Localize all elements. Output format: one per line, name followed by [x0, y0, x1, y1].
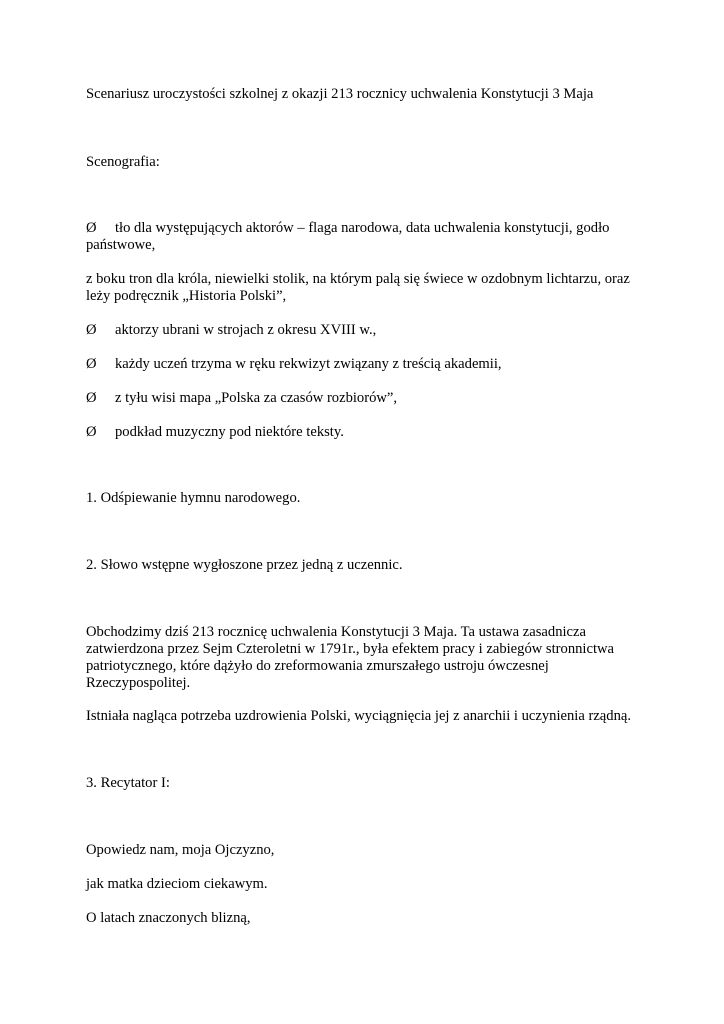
- bullet-marker: Ø: [86, 424, 97, 440]
- poem-line-1: Opowiedz nam, moja Ojczyzno,: [86, 842, 275, 858]
- bullet-marker: Ø: [86, 356, 97, 372]
- bullet-item-map: z tyłu wisi mapa „Polska za czasów rozbiorów”,: [115, 390, 398, 406]
- program-item-2: 2. Słowo wstępne wygłoszone przez jedną z uczennic.: [86, 557, 403, 573]
- bullet-marker: Ø: [86, 390, 97, 406]
- program-item-3: 3. Recytator I:: [86, 775, 170, 791]
- speech-paragraph-1: Obchodzimy dziś 213 rocznicę uchwalenia Konstytucji 3 Maja. Ta ustawa zasadnicza zatwierdzona przez Sejm Czteroletni w 1791r., była efektem pracy i zabiegów stronnictwa patriotycznego, które dążyło do zreformowania zmurszałego ustroju ówczesnej Rzeczypospolitej.: [86, 624, 615, 691]
- bullet-item-costumes: aktorzy ubrani w strojach z okresu XVIII w.,: [115, 322, 377, 338]
- bullet-item-backdrop: tło dla występujących aktorów – flaga narodowa, data uchwalenia konstytucji, godło: [115, 220, 610, 236]
- paragraph-throne: z boku tron dla króla, niewielki stolik, na którym palą się świece w ozdobnym lichtarzu, oraz leży podręcznik „Historia Polski”,: [86, 271, 630, 304]
- program-item-1: 1. Odśpiewanie hymnu narodowego.: [86, 490, 301, 506]
- poem-line-2: jak matka dzieciom ciekawym.: [86, 876, 268, 892]
- bullet-item-music: podkład muzyczny pod niektóre teksty.: [115, 424, 344, 440]
- poem-line-3: O latach znaczonych blizną,: [86, 910, 251, 926]
- bullet-marker: Ø: [86, 220, 97, 236]
- document-title: Scenariusz uroczystości szkolnej z okazji 213 rocznicy uchwalenia Konstytucji 3 Maja: [86, 86, 594, 102]
- speech-paragraph-2: Istniała nagląca potrzeba uzdrowienia Polski, wyciągnięcia jej z anarchii i uczynienia rządną.: [86, 708, 631, 724]
- bullet-marker: Ø: [86, 322, 97, 338]
- scenography-heading: Scenografia:: [86, 154, 160, 170]
- bullet-item-backdrop-continuation: państwowe,: [86, 237, 156, 253]
- bullet-item-props: każdy uczeń trzyma w ręku rekwizyt związany z treścią akademii,: [115, 356, 502, 372]
